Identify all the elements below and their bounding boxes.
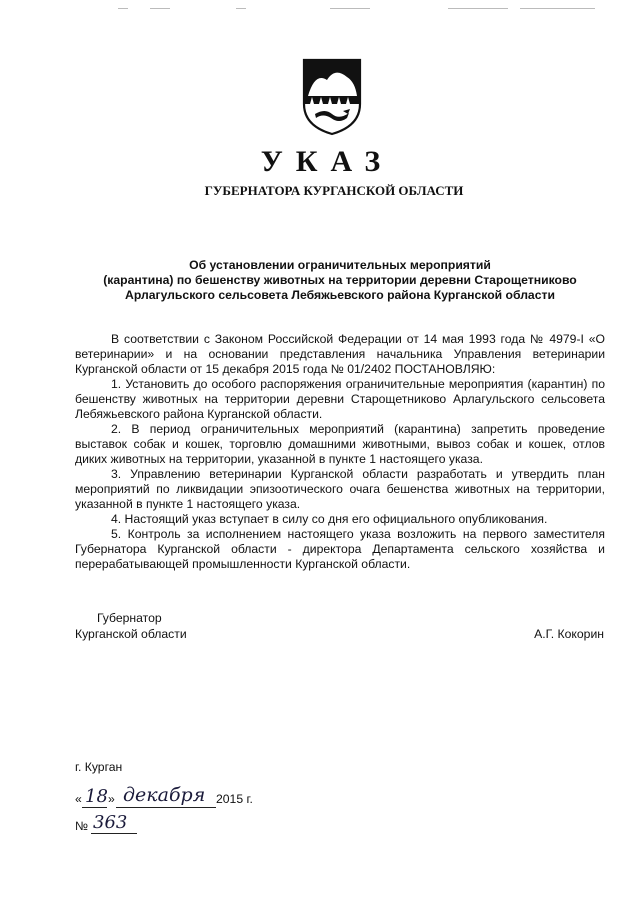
clause-3: 3. Управлению ветеринарии Курганской области разработать и утвердить план мероприятий по ликвидации эпизоотического очага бешенства животных на территории, указанной в пункте 1 настоящего указа.: [75, 467, 605, 511]
preamble-paragraph: В соответствии с Законом Российской Федерации от 14 мая 1993 года № 4979-I «О ветеринарии» и на основании представления начальника Управления ветеринарии Курганской области от 15 декабря 2015 года № 01/2402 ПОСТАНОВЛЯЮ:: [75, 332, 605, 376]
clause-4: 4. Настоящий указ вступает в силу со дня его официального опубликования.: [111, 512, 548, 526]
decree-body: [75, 332, 605, 572]
number-underline: [91, 833, 137, 834]
handwritten-day: 18: [85, 786, 108, 807]
heading-line: Арлагульского сельсовета Лебяжьевского района Курганской области: [125, 288, 555, 302]
scan-artifact: [520, 8, 595, 9]
decree-heading: [60, 258, 620, 303]
heading-line: (карантина) по бешенству животных на территории деревни Старощетниково: [103, 273, 577, 287]
date-year: 2015 г.: [216, 792, 253, 806]
number-line: [75, 812, 195, 839]
date-line: [75, 784, 275, 814]
document-subtitle: ГУБЕРНАТОРА КУРГАНСКОЙ ОБЛАСТИ: [204, 183, 464, 198]
scan-artifact: [330, 8, 370, 9]
clause-5: 5. Контроль за исполнением настоящего указа возложить на первого заместителя Губернатора Курганской области - директора Департамента сельского хозяйства и перерабатывающей промышленности Курганской области.: [75, 527, 605, 571]
handwritten-number: 363: [93, 812, 128, 833]
month-underline: [116, 807, 216, 808]
scan-artifact: [150, 8, 170, 9]
day-underline: [82, 807, 107, 808]
handwritten-month: декабря: [123, 784, 206, 806]
clause-1: 1. Установить до особого распоряжения ограничительные мероприятия (карантин) по бешенству животных на территории деревни Старощетниково Арлагульского сельсовета Лебяжьевского района Курганской области.: [75, 377, 605, 421]
place-of-signing: г. Курган: [75, 760, 123, 774]
signatory-region: Курганской области: [75, 627, 187, 641]
scan-artifact: [118, 8, 128, 9]
date-close-quote: »: [108, 792, 115, 806]
signatory-name: А.Г. Кокорин: [534, 627, 604, 641]
scan-artifact: [448, 8, 508, 9]
number-label: №: [75, 819, 89, 833]
kurgan-coat-of-arms-icon: [301, 58, 363, 136]
signatory-position: Губернатор: [97, 611, 162, 625]
clause-2: 2. В период ограничительных мероприятий (карантина) запретить проведение выставок собак и кошек, торговлю домашними животными, вывоз собак и кошек, отлов диких животных на территории, указанной в пункте 1 настоящего указа.: [75, 422, 605, 466]
date-open-quote: «: [75, 792, 82, 806]
heading-line: Об установлении ограничительных мероприятий: [189, 258, 491, 272]
scan-artifact: [236, 8, 246, 9]
document-title: УКАЗ: [260, 145, 394, 178]
